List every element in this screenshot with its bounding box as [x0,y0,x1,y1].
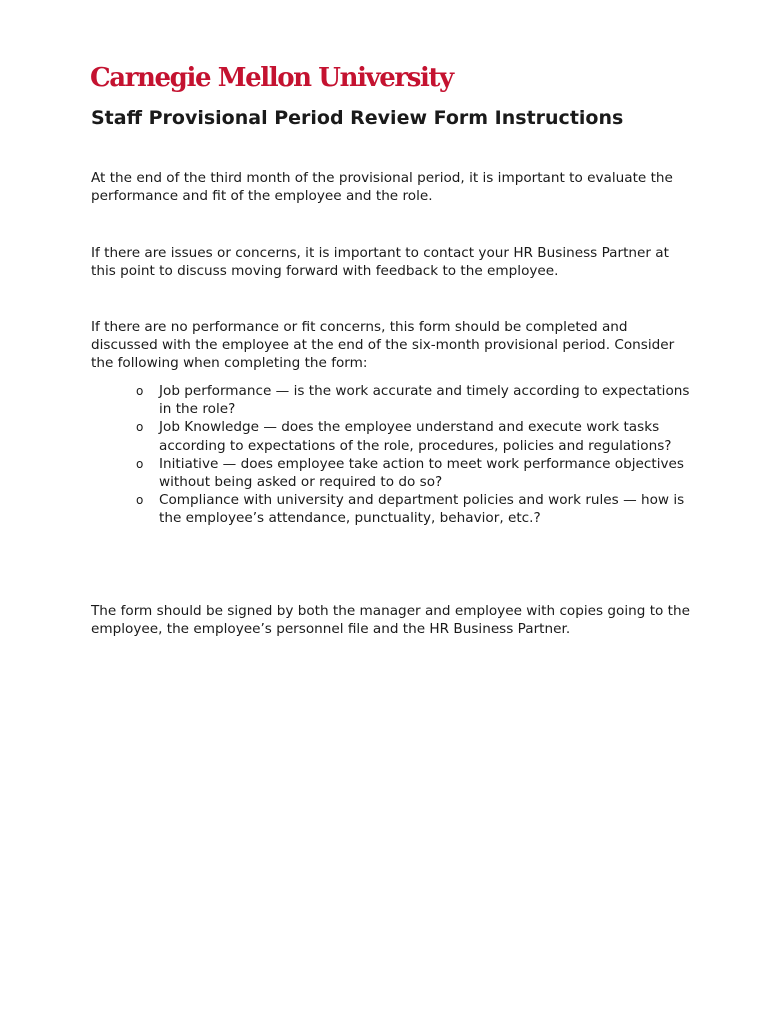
bullet-marker: o [136,384,144,398]
list-item-text: Initiative — does employee take action to meet work performance objectives without being asked or required to do so? [159,455,684,491]
concerns-paragraph: If there are issues or concerns, it is important to contact your HR Business Partner at this point to discuss moving forward with feedback to the employee. [91,245,669,279]
completion-paragraph: If there are no performance or fit concerns, this form should be completed and discussed with the employee at the end of the six-month provisional period. Consider the following when completing the form: [91,319,675,371]
list-item-text: Job performance — is the work accurate and timely according to expectations in the role? [159,383,690,418]
list-item [91,491,691,527]
bullet-marker: o [136,456,144,471]
list-item-text: Compliance with university and department policies and work rules — how is the employee’s attendance, punctuality, behavior, etc.? [159,492,685,527]
page-title: Staff Provisional Period Review Form Instructions [91,107,624,129]
intro-paragraph: At the end of the third month of the provisional period, it is important to evaluate the performance and fit of the employee and the role. [91,170,673,204]
bullet-marker: o [136,493,144,508]
list-item-text: Job Knowledge — does the employee understand and execute work tasks according to expectations of the role, procedures, policies and regulations? [159,419,672,454]
closing-paragraph: The form should be signed by both the manager and employee with copies going to the employee, the employee’s personnel file and the HR Business Partner. [91,603,690,637]
list-item [91,382,691,418]
bullet-marker: o [136,420,144,435]
university-logo: Carnegie Mellon University [90,63,453,93]
list-item [91,418,691,454]
list-item [91,455,691,491]
considerations-list [91,382,691,528]
